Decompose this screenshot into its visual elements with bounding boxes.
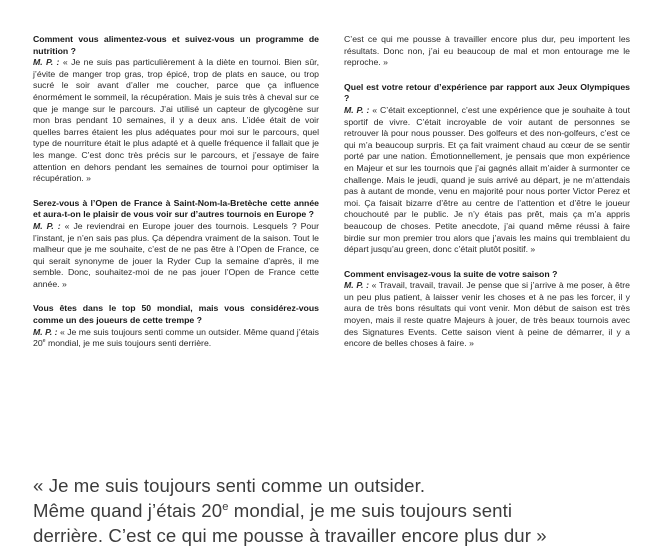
question-heading: Comment vous alimentez-vous et suivez-vous un programme de nutrition ? [33,34,319,56]
qa-block-nutrition [33,34,319,185]
speaker-initials: M. P. : [33,220,61,231]
ordinal-suffix: e [42,338,46,345]
answer-body: « Travail, travail, travail. Je pense que si j’arrive à me poser, à être un peu plus patient, à laisser venir les choses et à ne pas les forcer, il y aura de très bons résultats qui vont venir. Mon début de saison est très moyen, mais il reste quatre Majeurs à jouer, de très beaux tournois avec des Signatures Events. Cette saison vient à peine de démarrer, il y a encore de belles choses à faire. » [344,280,630,349]
answer-body: « Je ne suis pas particulièrement à la diète en tournoi. Bien sûr, j’évite de manger trop gras, trop épicé, trop de plats en sauce, ou trop sucré le soir avant d’aller me coucher, parce que ça influence énormément le sommeil, la récupération. Mais je suis très à cheval sur ce que je mange sur le parcours. J’ai utilisé un capteur de glycogène sur mon bras pendant 10 semaines, il y a deux ans. L’idée était de voir quelles barres étaient les plus adéquates pour moi sur le parcours, quel type de nourriture était le plus adapté et à quelle fréquence il fallait que je les mange. C’est donc très précis sur le parcours, et j’essaye de faire attention en dehors pendant les semaines de tournoi pour optimiser la récupération. » [33,57,320,184]
qa-block-jeux-olympiques [344,82,630,256]
answer-continuation: C’est ce qui me pousse à travailler encore plus dur, peu importent les résultats. Donc non, j’ai eu beaucoup de mal et mon entourage me le reproche. » [344,34,630,68]
answer-continuation-block [344,34,630,69]
speaker-initials: M. P. : [344,104,370,115]
question-heading: Serez-vous à l’Open de France à Saint-Nom-la-Bretèche cette année et aura-t-on le plaisir de vous voir sur d’autres tournois en Europe ? [33,197,319,220]
answer-text [33,221,319,291]
answer-body: « C’était exceptionnel, c’est une expérience que je souhaite à tout sportif de vivre. C’était incroyable de voir autant de personnes se retrouver là pour nous pousser. Des golfeurs et des non-golfeurs, c’est ce qui m’a beaucoup surpris. Et ça fait vraiment chaud au cœur de se sentir porté par une nation. Émotionnellement, je pensais que mon expérience en Majeur et sur les tournois que j’ai gagnés allait m’aider à surmonter ce challenge. Mais le jeudi, quand je suis arrivé au départ, je ne m’attendais pas à autant de monde, venu en majorité pour nous porter Victor Perez et moi. Ça faisait bizarre d’être au centre de l’attention et d’être le joueur chouchouté par le public. Je n’y étais pas prêt, mais ça m’a appris beaucoup de choses. Petite anecdote, j’ai quand même réussi à faire birdie sur mon premier trou alors que j’avais les mains qui tremblaient du départ jusqu’au green, donc c’était plutôt positif. » [344,104,630,255]
pull-quote-line-2-end: mondial, je me suis toujours senti [228,500,513,521]
qa-block-top-50 [33,303,319,349]
answer-text [344,280,630,350]
qa-block-open-de-france [33,198,319,291]
question-heading: Comment envisagez-vous la suite de votre saison ? [344,268,558,279]
pull-quote [33,473,633,548]
answer-body-end: mondial, je me suis toujours senti derrière. [45,338,212,349]
pull-quote-line-2-start: Même quand j’étais 20 [33,500,223,521]
answer-text [33,327,319,350]
left-column [33,34,319,363]
speaker-initials: M. P. : [33,57,60,68]
answer-body-start: « Je me suis toujours senti comme un outsider. Même quand j’étais 20 [33,326,319,349]
ordinal-suffix: e [222,500,229,513]
qa-block-suite-saison [344,269,630,350]
pull-quote-line-1: « Je me suis toujours senti comme un outsider. [33,475,426,496]
question-heading: Quel est votre retour d’expérience par rapport aux Jeux Olympiques ? [344,81,630,104]
question-heading: Vous êtes dans le top 50 mondial, mais vous considérez-vous comme un des joueurs de cette trempe ? [33,303,319,326]
answer-body: « Je reviendrai en Europe jouer des tournois. Lesquels ? Pour l’instant, je n’en sais pas plus. Ça dépendra vraiment de la saison. Tout le malheur que je me souhaite, c’est de ne pas être à l’Open de France, ce qui serait synonyme de jouer la Ryder Cup la semaine d’après, il me semble. Donc, souhaitez-moi de ne pas jouer l’Open de France cette année. » [33,220,319,289]
speaker-initials: M. P. : [344,280,369,291]
speaker-initials: M. P. : [33,326,58,337]
pull-quote-line-2 [33,498,633,523]
answer-text [344,105,630,256]
pull-quote-line-3: derrière. C’est ce qui me pousse à travailler encore plus dur » [33,525,547,546]
right-column [344,34,630,363]
answer-text [33,57,319,185]
